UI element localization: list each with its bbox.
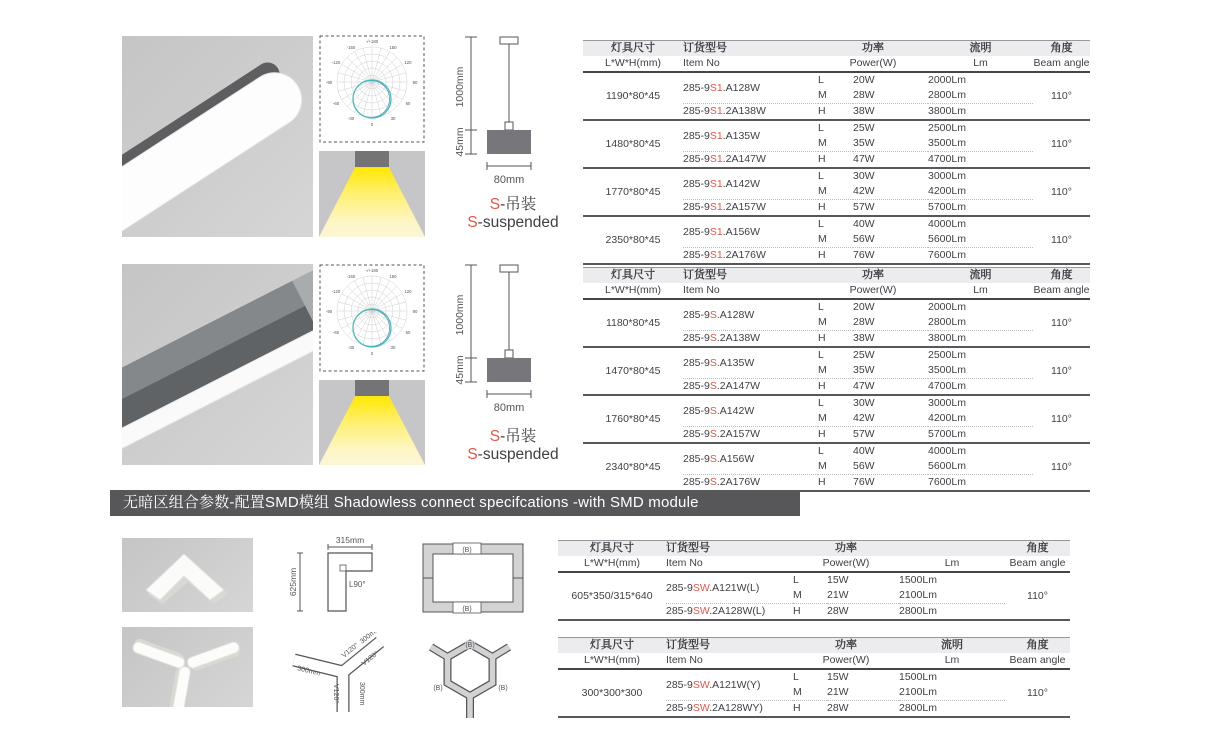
polar-label: 30 bbox=[390, 345, 396, 350]
polar-label: -90 bbox=[325, 80, 333, 85]
power-level-cell: L bbox=[818, 218, 824, 230]
column-header: 灯具尺寸 bbox=[558, 541, 666, 557]
dim-300mm-label: 300mm bbox=[358, 632, 382, 646]
power-level-cell: M bbox=[818, 315, 853, 331]
power-level-cell: L bbox=[818, 74, 824, 86]
lumen-cell: 3000Lm bbox=[928, 170, 966, 182]
lumen-cell: 4200Lm bbox=[928, 411, 1033, 427]
power-level-cell: L bbox=[818, 445, 824, 457]
column-header: Beam angle bbox=[1005, 556, 1070, 572]
l-dimension-diagram bbox=[288, 534, 388, 619]
rectangle-layout-diagram bbox=[420, 540, 526, 621]
polar-label: 90 bbox=[412, 309, 418, 314]
dim-1000mm: 1000mm bbox=[454, 294, 466, 336]
beam-angle-cell: 110° bbox=[1033, 72, 1090, 120]
power-watt-cell: 47W bbox=[853, 152, 928, 169]
connector-b-label: (B) bbox=[498, 685, 508, 692]
lumen-cell: 3500Lm bbox=[928, 363, 1033, 379]
lumen-cell: 2100Lm bbox=[899, 685, 1005, 701]
lumen-cell: 2000Lm bbox=[928, 74, 966, 86]
column-header: 订货型号 bbox=[683, 268, 818, 284]
product-photo-l-connector bbox=[122, 538, 253, 612]
power-watt-cell: 20W bbox=[853, 301, 875, 313]
column-header: 功率 bbox=[793, 638, 899, 654]
beam-angle-cell: 110° bbox=[1033, 120, 1090, 168]
beam-angle-cell: 110° bbox=[1005, 572, 1070, 620]
fixture-size-cell: 2340*80*45 bbox=[583, 443, 683, 491]
polar-label: -120 bbox=[331, 60, 341, 65]
item-no-cell: 285-9S.A142W bbox=[683, 395, 818, 427]
column-header: Item No bbox=[666, 653, 793, 669]
table-row bbox=[583, 443, 1090, 459]
lumen-cell: 3500Lm bbox=[928, 136, 1033, 152]
item-no-cell: 285-9S1.A135W bbox=[683, 120, 818, 152]
dim-300mm-label: 300mm bbox=[296, 665, 321, 678]
lumen-cell: 2500Lm bbox=[928, 122, 966, 134]
lumen-cell: 1500Lm bbox=[899, 574, 937, 586]
lumen-cell: 4700Lm bbox=[928, 152, 1033, 169]
photometric-polar-diagram bbox=[319, 264, 425, 372]
column-header: Beam angle bbox=[1033, 56, 1090, 72]
table-row bbox=[583, 120, 1090, 136]
mount-type-label bbox=[428, 428, 598, 464]
item-no-cell: 285-9S1.A156W bbox=[683, 216, 818, 248]
beam-angle-cell: 110° bbox=[1033, 347, 1090, 395]
spec-table-y-connector bbox=[558, 637, 1070, 718]
column-header: 灯具尺寸 bbox=[583, 41, 683, 57]
table-row bbox=[558, 669, 1070, 685]
spec-table-rounded bbox=[583, 40, 1090, 265]
power-level-cell: M bbox=[818, 411, 853, 427]
power-level-cell: M bbox=[818, 184, 853, 200]
product-photo-rounded-linear bbox=[122, 36, 313, 237]
column-header: 角度 bbox=[1033, 268, 1090, 284]
beam-illustration bbox=[319, 380, 425, 465]
beam-fixture-block bbox=[355, 380, 389, 396]
mount-label-cn: -吊装 bbox=[500, 196, 537, 213]
column-header: 订货型号 bbox=[683, 41, 818, 57]
item-no-cell: 285-9S1.A142W bbox=[683, 168, 818, 200]
column-header bbox=[899, 541, 1005, 557]
item-no-cell: 285-9S.A135W bbox=[683, 347, 818, 379]
power-level-cell: M bbox=[793, 685, 827, 701]
power-watt-cell: 21W bbox=[827, 685, 899, 701]
power-watt-cell: 28W bbox=[853, 315, 928, 331]
power-watt-cell: 28W bbox=[853, 88, 928, 104]
fixture-size-cell: 1770*80*45 bbox=[583, 168, 683, 216]
polar-label: -30 bbox=[347, 116, 355, 121]
power-level-cell: H bbox=[793, 604, 827, 621]
spec-table bbox=[558, 540, 1070, 621]
polar-label: -60 bbox=[332, 330, 340, 335]
power-level-cell: L bbox=[818, 122, 824, 134]
power-level-cell: H bbox=[818, 152, 853, 169]
suspension-diagram bbox=[443, 30, 573, 201]
table-row bbox=[583, 168, 1090, 184]
dim-315mm: 315mm bbox=[335, 535, 365, 545]
column-header: 流明 bbox=[928, 41, 1033, 57]
dim-80mm: 80mm bbox=[493, 402, 525, 414]
table-row bbox=[583, 216, 1090, 232]
power-level-cell: H bbox=[818, 475, 853, 492]
power-level-cell: H bbox=[818, 379, 853, 396]
fixture-size-cell: 2350*80*45 bbox=[583, 216, 683, 264]
item-no-cell: 285-9S.2A157W bbox=[683, 427, 818, 444]
hexagon-layout-diagram bbox=[418, 632, 522, 729]
connector-b-label: (B) bbox=[462, 547, 472, 554]
column-header: 角度 bbox=[1005, 638, 1070, 654]
polar-label: -60 bbox=[332, 101, 340, 106]
column-header: Item No bbox=[683, 283, 818, 299]
polar-label: -/+180 bbox=[365, 268, 379, 273]
power-level-cell: H bbox=[818, 104, 853, 121]
column-header: 订货型号 bbox=[666, 541, 793, 557]
power-watt-cell: 40W bbox=[853, 218, 875, 230]
connector-b-label: (B) bbox=[433, 685, 443, 692]
beam-angle-cell: 110° bbox=[1005, 669, 1070, 717]
connector-b-label: (B) bbox=[465, 642, 475, 649]
lumen-cell: 5600Lm bbox=[928, 459, 1033, 475]
lumen-cell: 5600Lm bbox=[928, 232, 1033, 248]
header-row bbox=[558, 541, 1070, 557]
header-row bbox=[583, 41, 1090, 57]
column-header: 订货型号 bbox=[666, 638, 793, 654]
column-header: L*W*H(mm) bbox=[558, 556, 666, 572]
power-watt-cell: 47W bbox=[853, 379, 928, 396]
header-row bbox=[558, 653, 1070, 669]
polar-label: 30 bbox=[390, 116, 396, 121]
spec-table bbox=[558, 637, 1070, 718]
column-header: 角度 bbox=[1005, 541, 1070, 557]
y-dimension-diagram bbox=[288, 632, 388, 723]
beam-angle-cell: 110° bbox=[1033, 443, 1090, 491]
table-row bbox=[583, 395, 1090, 411]
power-level-cell: H bbox=[818, 331, 853, 348]
power-watt-cell: 38W bbox=[853, 331, 928, 348]
light-cone bbox=[319, 396, 425, 465]
y-fixture-graphic bbox=[122, 627, 253, 707]
lumen-cell: 2800Lm bbox=[899, 701, 1005, 718]
column-header: Beam angle bbox=[1033, 283, 1090, 299]
item-no-cell: 285-9SW.2A128WY) bbox=[666, 701, 793, 718]
power-watt-cell: 15W bbox=[827, 671, 849, 683]
mount-code: S bbox=[467, 446, 478, 463]
column-header: Power(W) bbox=[818, 283, 928, 299]
fixture-size-cell: 1760*80*45 bbox=[583, 395, 683, 443]
polar-label: 150 bbox=[389, 45, 397, 50]
column-header: Lm bbox=[899, 653, 1005, 669]
fixture-size-cell: 1470*80*45 bbox=[583, 347, 683, 395]
power-watt-cell: 30W bbox=[853, 170, 875, 182]
lumen-cell: 4700Lm bbox=[928, 379, 1033, 396]
polar-label: 120 bbox=[404, 60, 412, 65]
lumen-cell: 4000Lm bbox=[928, 218, 966, 230]
product-photo-y-connector bbox=[122, 627, 253, 707]
power-level-cell: M bbox=[818, 136, 853, 152]
column-header: L*W*H(mm) bbox=[583, 56, 683, 72]
polar-label: 60 bbox=[405, 101, 411, 106]
header-row bbox=[583, 283, 1090, 299]
mount-code: S bbox=[489, 428, 501, 445]
power-watt-cell: 76W bbox=[853, 248, 928, 265]
mount-code: S bbox=[467, 214, 478, 231]
power-watt-cell: 28W bbox=[827, 604, 899, 621]
item-no-cell: 285-9S.2A147W bbox=[683, 379, 818, 396]
column-header: Lm bbox=[928, 283, 1033, 299]
header-row bbox=[583, 56, 1090, 72]
mount-label-en: -suspended bbox=[477, 214, 559, 231]
column-header: 灯具尺寸 bbox=[558, 638, 666, 654]
fixture-size-cell: 300*300*300 bbox=[558, 669, 666, 717]
item-no-cell: 285-9S.A128W bbox=[683, 299, 818, 331]
column-header: Power(W) bbox=[818, 56, 928, 72]
lumen-cell: 2800Lm bbox=[928, 315, 1033, 331]
power-watt-cell: 57W bbox=[853, 427, 928, 444]
column-header: Lm bbox=[899, 556, 1005, 572]
power-watt-cell: 38W bbox=[853, 104, 928, 121]
beam-angle-cell: 110° bbox=[1033, 168, 1090, 216]
lumen-cell: 3000Lm bbox=[928, 397, 966, 409]
photometric-polar-diagram bbox=[319, 35, 425, 143]
lumen-cell: 2800Lm bbox=[928, 88, 1033, 104]
power-level-cell: L bbox=[818, 170, 824, 182]
item-no-cell: 285-9S1.2A147W bbox=[683, 152, 818, 169]
power-level-cell: M bbox=[818, 88, 853, 104]
power-watt-cell: 42W bbox=[853, 184, 928, 200]
column-header: 功率 bbox=[793, 541, 899, 557]
spec-table-l-connector bbox=[558, 540, 1070, 621]
power-level-cell: L bbox=[818, 349, 824, 361]
power-level-cell: H bbox=[818, 427, 853, 444]
column-header: 流明 bbox=[928, 268, 1033, 284]
power-watt-cell: 25W bbox=[853, 122, 875, 134]
column-header: Beam angle bbox=[1005, 653, 1070, 669]
power-watt-cell: 30W bbox=[853, 397, 875, 409]
item-no-cell: 285-9S1.2A138W bbox=[683, 104, 818, 121]
item-no-cell: 285-9S.A156W bbox=[683, 443, 818, 475]
power-watt-cell: 42W bbox=[853, 411, 928, 427]
fixture-size-cell: 1180*80*45 bbox=[583, 299, 683, 347]
power-watt-cell: 20W bbox=[853, 74, 875, 86]
square-fixture-graphic bbox=[122, 264, 313, 465]
section-banner: 无暗区组合参数-配置SMD模组 Shadowless connect specifcations -with SMD module bbox=[110, 490, 800, 516]
column-header: Item No bbox=[683, 56, 818, 72]
column-header: 功率 bbox=[818, 41, 928, 57]
column-header: 流明 bbox=[899, 638, 1005, 654]
power-level-cell: L bbox=[793, 574, 799, 586]
power-level-cell: L bbox=[793, 671, 799, 683]
dim-1000mm: 1000mm bbox=[454, 66, 466, 108]
beam-angle-cell: 110° bbox=[1033, 299, 1090, 347]
dim-v120-label: V120° bbox=[332, 684, 339, 704]
polar-label: -120 bbox=[331, 289, 341, 294]
column-header: L*W*H(mm) bbox=[558, 653, 666, 669]
lumen-cell: 7600Lm bbox=[928, 248, 1033, 265]
mount-code: S bbox=[489, 196, 501, 213]
spec-table-square bbox=[583, 267, 1090, 492]
table-row bbox=[583, 347, 1090, 363]
power-level-cell: L bbox=[818, 397, 824, 409]
power-watt-cell: 21W bbox=[827, 588, 899, 604]
item-no-cell: 285-9S.2A138W bbox=[683, 331, 818, 348]
spec-table bbox=[583, 40, 1090, 265]
power-watt-cell: 35W bbox=[853, 136, 928, 152]
polar-label: 120 bbox=[404, 289, 412, 294]
power-watt-cell: 25W bbox=[853, 349, 875, 361]
table-row bbox=[583, 299, 1090, 315]
table-row bbox=[558, 572, 1070, 588]
column-header: Lm bbox=[928, 56, 1033, 72]
header-row bbox=[558, 556, 1070, 572]
light-cone bbox=[319, 167, 425, 237]
fixture-size-cell: 605*350/315*640 bbox=[558, 572, 666, 620]
column-header: L*W*H(mm) bbox=[583, 283, 683, 299]
item-no-cell: 285-9S1.A128W bbox=[683, 72, 818, 104]
beam-angle-cell: 110° bbox=[1033, 395, 1090, 443]
lumen-cell: 7600Lm bbox=[928, 475, 1033, 492]
header-row bbox=[583, 268, 1090, 284]
power-watt-cell: 35W bbox=[853, 363, 928, 379]
dim-45mm: 45mm bbox=[454, 127, 466, 157]
power-level-cell: H bbox=[818, 248, 853, 265]
item-no-cell: 285-9SW.A121W(Y) bbox=[666, 669, 793, 701]
column-header: 灯具尺寸 bbox=[583, 268, 683, 284]
angle-l90-label: L90° bbox=[349, 580, 366, 589]
beam-fixture-block bbox=[355, 151, 389, 167]
column-header: 角度 bbox=[1033, 41, 1090, 57]
power-watt-cell: 76W bbox=[853, 475, 928, 492]
lumen-cell: 2500Lm bbox=[928, 349, 966, 361]
table-row bbox=[583, 72, 1090, 88]
lumen-cell: 2100Lm bbox=[899, 588, 1005, 604]
lumen-cell: 2000Lm bbox=[928, 301, 966, 313]
column-header: Power(W) bbox=[793, 653, 899, 669]
spec-table bbox=[583, 267, 1090, 492]
polar-label: 150 bbox=[389, 274, 397, 279]
fixture-size-cell: 1480*80*45 bbox=[583, 120, 683, 168]
rounded-fixture-graphic bbox=[122, 36, 313, 237]
lumen-cell: 5700Lm bbox=[928, 427, 1033, 444]
item-no-cell: 285-9SW.2A128W(L) bbox=[666, 604, 793, 621]
mount-label-cn: -吊装 bbox=[500, 428, 537, 445]
header-row bbox=[558, 638, 1070, 654]
column-header: 功率 bbox=[818, 268, 928, 284]
item-no-cell: 285-9S1.2A157W bbox=[683, 200, 818, 217]
power-level-cell: H bbox=[793, 701, 827, 718]
polar-label: -/+180 bbox=[365, 39, 379, 44]
beam-angle-cell: 110° bbox=[1033, 216, 1090, 264]
lumen-cell: 4000Lm bbox=[928, 445, 966, 457]
beam-illustration bbox=[319, 151, 425, 237]
dim-80mm: 80mm bbox=[493, 174, 525, 186]
power-watt-cell: 15W bbox=[827, 574, 849, 586]
product-photo-square-linear bbox=[122, 264, 313, 465]
power-level-cell: M bbox=[818, 459, 853, 475]
polar-label: 60 bbox=[405, 330, 411, 335]
polar-label: -90 bbox=[325, 309, 333, 314]
polar-label: -150 bbox=[346, 274, 356, 279]
dim-v120-label: V120° bbox=[360, 650, 381, 668]
dim-300mm-label: 300mm bbox=[358, 682, 365, 706]
polar-label: 0 bbox=[370, 351, 374, 356]
item-no-cell: 285-9S.2A176W bbox=[683, 475, 818, 492]
mount-type-label bbox=[428, 196, 598, 232]
item-no-cell: 285-9SW.A121W(L) bbox=[666, 572, 793, 604]
polar-label: 0 bbox=[370, 122, 374, 127]
power-watt-cell: 40W bbox=[853, 445, 875, 457]
power-watt-cell: 57W bbox=[853, 200, 928, 217]
fixture-size-cell: 1190*80*45 bbox=[583, 72, 683, 120]
power-watt-cell: 56W bbox=[853, 232, 928, 248]
lumen-cell: 3800Lm bbox=[928, 331, 1033, 348]
l-fixture-graphic bbox=[122, 538, 253, 612]
column-header: Item No bbox=[666, 556, 793, 572]
item-no-cell: 285-9S1.2A176W bbox=[683, 248, 818, 265]
lumen-cell: 2800Lm bbox=[899, 604, 1005, 621]
lumen-cell: 1500Lm bbox=[899, 671, 937, 683]
dim-v120-label: V120° bbox=[340, 642, 361, 660]
power-level-cell: L bbox=[818, 301, 824, 313]
connector-b-label: (B) bbox=[462, 606, 472, 613]
power-level-cell: M bbox=[818, 363, 853, 379]
polar-label: -150 bbox=[346, 45, 356, 50]
dim-625mm: 625mm bbox=[288, 567, 298, 597]
power-watt-cell: 28W bbox=[827, 701, 899, 718]
mount-label-en: -suspended bbox=[477, 446, 559, 463]
lumen-cell: 3800Lm bbox=[928, 104, 1033, 121]
polar-label: -30 bbox=[347, 345, 355, 350]
suspension-diagram bbox=[443, 258, 573, 429]
column-header: Power(W) bbox=[793, 556, 899, 572]
power-level-cell: M bbox=[818, 232, 853, 248]
power-watt-cell: 56W bbox=[853, 459, 928, 475]
power-level-cell: H bbox=[818, 200, 853, 217]
power-level-cell: M bbox=[793, 588, 827, 604]
polar-label: 90 bbox=[412, 80, 418, 85]
lumen-cell: 5700Lm bbox=[928, 200, 1033, 217]
dim-45mm: 45mm bbox=[454, 355, 466, 385]
lumen-cell: 4200Lm bbox=[928, 184, 1033, 200]
